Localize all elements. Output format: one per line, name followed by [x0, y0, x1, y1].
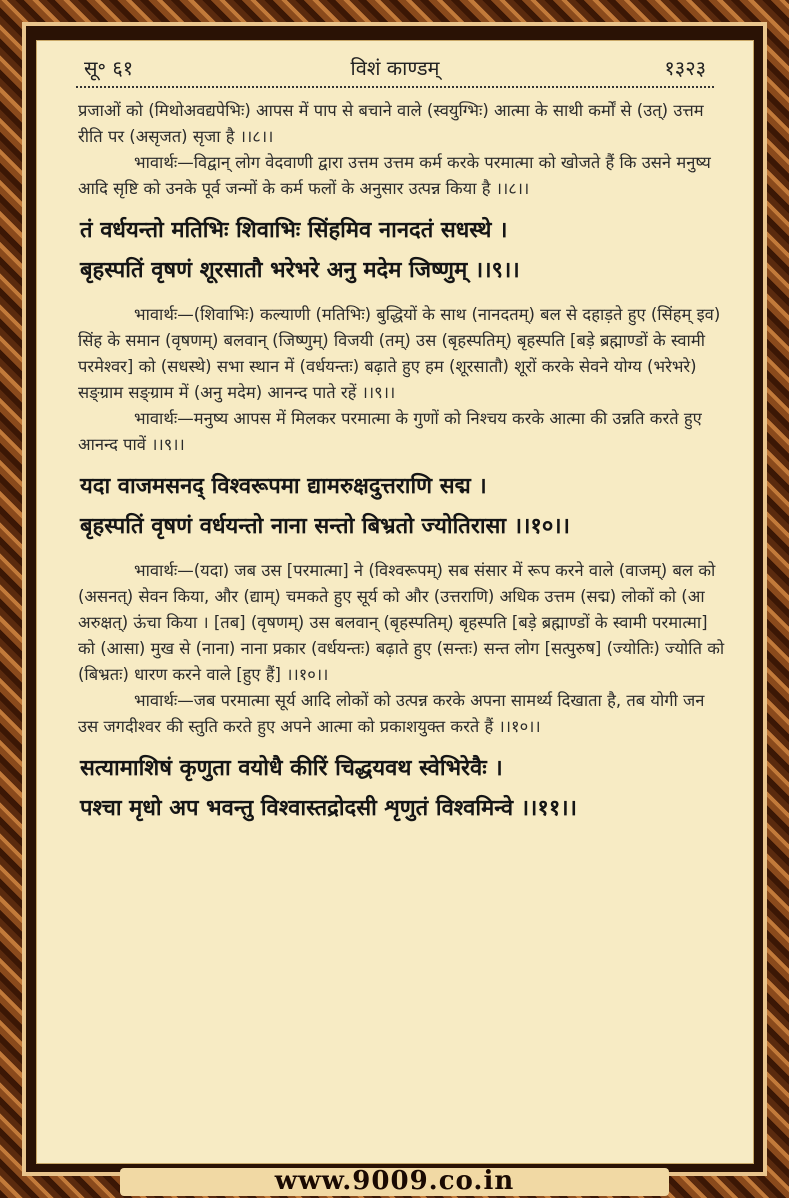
book-page — [36, 40, 754, 1164]
sukta-number: सू॰ ६१ — [84, 56, 134, 80]
bhavarth-paragraph: भावार्थः—(यदा) जब उस [परमात्मा] ने (विश्वरूपम्) सब संसार में रूप करने वाले (वाजम्) बल को (असनत्) सेवन किया, और (द्याम्) चमकते हुए सूर्य को और (उत्तराणि) अधिक उत्तम (सद्म) लोकों को (आ अरुक्षत्) ऊंचा किया । [तब] (वृषणम्) उस बलवान् (बृहस्पतिम्) बृहस्पति [बड़े ब्रह्माण्डों के स्वामी परमात्मा] को (आसा) मुख से (नाना) नाना प्रकार (वर्धयन्तः) बढ़ाते हुए (सन्तः) सन्त लोग [सत्पुरुष] (ज्योतिः) ज्योति को (बिभ्रतः) धारण करने वाले [हुए हैं] ।।१०।। — [78, 561, 725, 684]
bhavarth-paragraph: भावार्थः—विद्वान् लोग वेदवाणी द्वारा उत्तम उत्तम कर्म करके परमात्मा को खोजते हैं कि उसने मनुष्य आदि सृष्टि को उनके पूर्व जन्मों के कर्म फलों के अनुसार उत्पन्न किया है ।।८।। — [78, 153, 711, 198]
mantra-line: पश्चा मृधो अप भवन्तु विश्वास्तद्रोदसी शृणुतं विश्वमिन्वे ।।११।। — [80, 795, 577, 821]
mantra-line: तं वर्धयन्तो मतिभिः शिवाभिः सिंहमिव नानदतं सधस्थे । — [80, 217, 508, 243]
page-header — [84, 54, 706, 84]
mantra-line: बृहस्पतिं वृषणं शूरसातौ भरेभरे अनु मदेम जिष्णुम् ।।९।। — [80, 257, 520, 283]
section-title: विशं काण्डम् — [350, 56, 440, 80]
page-number: १३२३ — [664, 56, 706, 80]
mantra-line: सत्यामाशिषं कृणुता वयोधै कीरिं चिद्धयवथ स्वेभिरेवैः । — [80, 755, 503, 781]
mantra-line: यदा वाजमसनद् विश्वरूपमा द्यामरुक्षदुत्तराणि सद्म । — [80, 473, 487, 499]
bhavarth-paragraph: भावार्थः—जब परमात्मा सूर्य आदि लोकों को उत्पन्न करके अपना सामर्थ्य दिखाता है, तब योगी जन उस जगदीश्वर की स्तुति करते हुए अपने आत्मा को प्रकाशयुक्त करते हैं ।।१०।। — [78, 691, 705, 736]
header-divider — [76, 86, 714, 88]
commentary-paragraph: प्रजाओं को (मिथोअवद्यपेभिः) आपस में पाप से बचाने वाले (स्वयुग्भिः) आत्मा के साथी कर्मों से (उत्) उत्तम रीति पर (असृजत) सृजा है ।।८।। — [78, 101, 704, 146]
mantra-line: बृहस्पतिं वृषणं वर्धयन्तो नाना सन्तो बिभ्रतो ज्योतिरासा ।।१०।। — [80, 513, 570, 539]
website-link[interactable]: www.9009.co.in — [274, 1166, 515, 1196]
bhavarth-paragraph: भावार्थः—(शिवाभिः) कल्याणी (मतिभिः) बुद्धियों के साथ (नानदतम्) बल से दहाड़ते हुए (सिंहम् इव) सिंह के समान (वृषणम्) बलवान् (जिष्णुम्) विजयी (तम्) उस (बृहस्पतिम्) बृहस्पति [बड़े ब्रह्माण्डों के स्वामी परमेश्वर] को (सधस्थे) सभा स्थान में (वर्धयन्तः) बढ़ाते हुए हम (शूरसातौ) शूरों करके सेवने योग्य (भरेभरे) सङ्ग्राम सङ्ग्राम में (अनु मदेम) आनन्द पाते रहें ।।९।। — [78, 305, 721, 402]
bhavarth-paragraph: भावार्थः—मनुष्य आपस में मिलकर परमात्मा के गुणों को निश्चय करके आत्मा की उन्नति करते हुए आनन्द पावें ।।९।। — [78, 409, 702, 454]
page-body — [78, 98, 728, 828]
